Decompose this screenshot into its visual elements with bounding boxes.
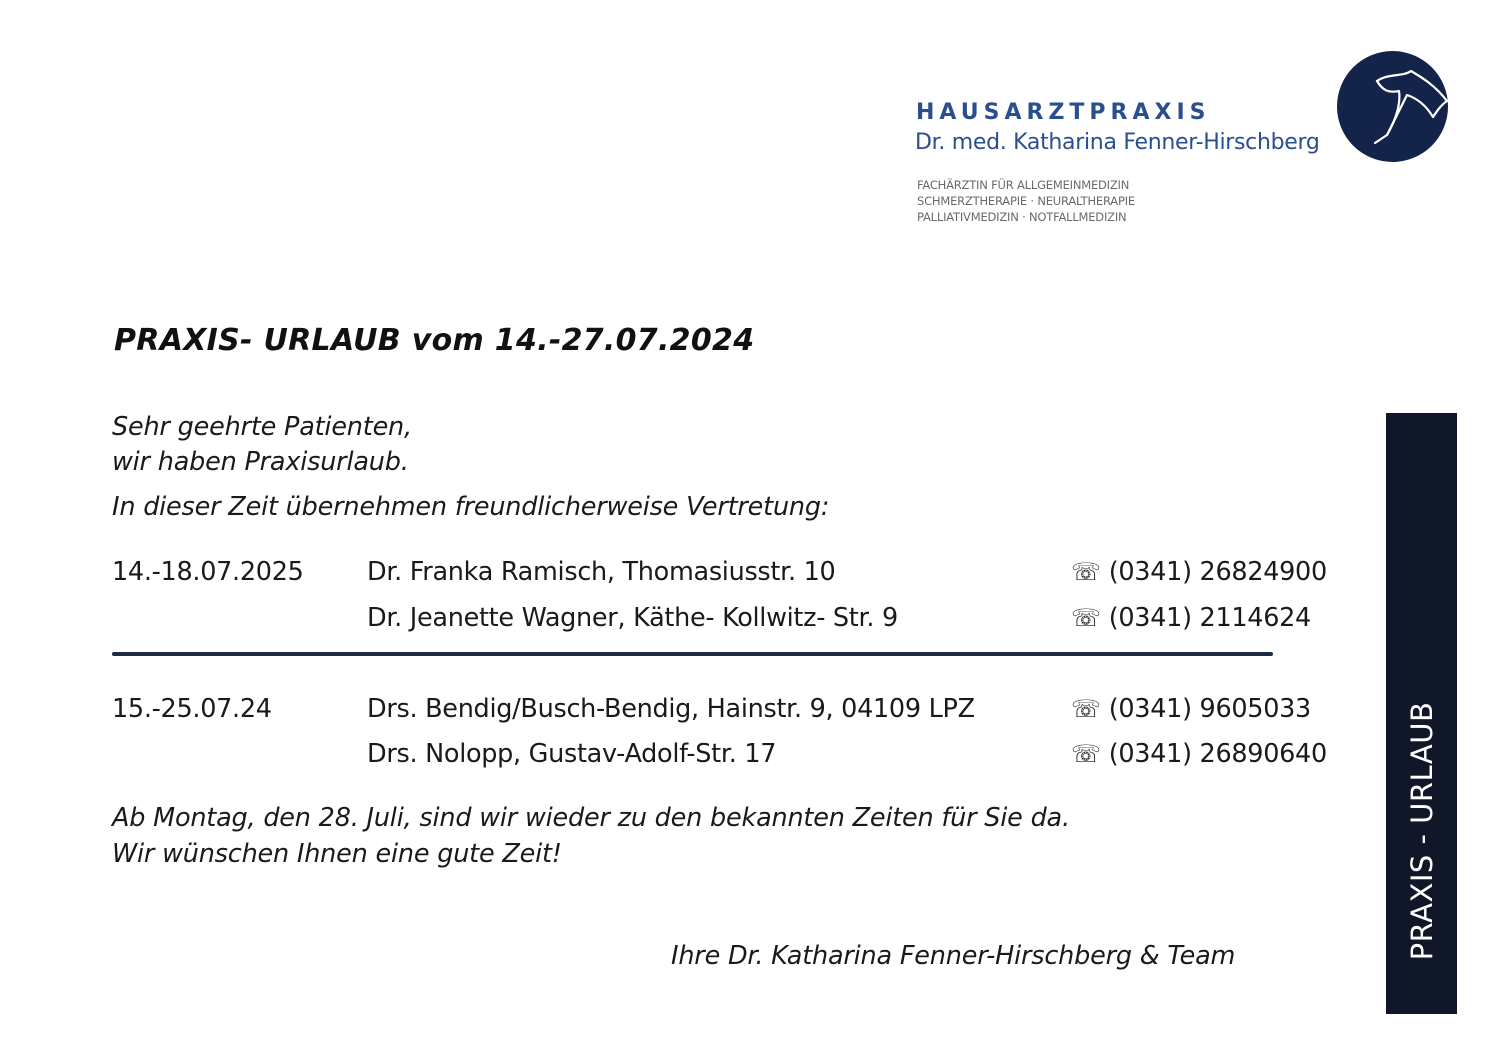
- specialty-line-2: SCHMERZTHERAPIE · NEURALTHERAPIE: [917, 194, 1135, 208]
- intro-substitution: In dieser Zeit übernehmen freundlicherweise Vertretung:: [112, 492, 830, 522]
- specialty-line-3: PALLIATIVMEDIZIN · NOTFALLMEDIZIN: [917, 210, 1127, 224]
- phone-number: [1071, 603, 1311, 633]
- phone-icon: ☏: [1071, 695, 1101, 723]
- phone-icon: ☏: [1071, 740, 1101, 768]
- phone-value: (0341) 2114624: [1108, 603, 1311, 633]
- phone-number: [1071, 557, 1327, 587]
- specialty-line-1: FACHÄRZTIN FÜR ALLGEMEINMEDIZIN: [917, 178, 1130, 192]
- phone-number: [1071, 694, 1311, 724]
- phone-value: (0341) 26890640: [1108, 739, 1327, 769]
- page-title: PRAXIS- URLAUB vom 14.-27.07.2024: [114, 323, 755, 358]
- doctor-name: Dr. med. Katharina Fenner-Hirschberg: [915, 130, 1320, 155]
- closing-wishes: Wir wünschen Ihnen eine gute Zeit!: [112, 839, 562, 869]
- substitute-doctor: Drs. Bendig/Busch-Bendig, Hainstr. 9, 04109 LPZ: [367, 694, 975, 724]
- substitute-doctor: Dr. Franka Ramisch, Thomasiusstr. 10: [367, 557, 836, 587]
- practice-logo: [1337, 51, 1448, 162]
- substitute-doctor: Dr. Jeanette Wagner, Käthe- Kollwitz- Str. 9: [367, 603, 898, 633]
- phone-value: (0341) 9605033: [1108, 694, 1311, 724]
- practice-name: HAUSARZTPRAXIS: [916, 100, 1211, 125]
- date-range-2: 15.-25.07.24: [112, 694, 272, 724]
- signature: Ihre Dr. Katharina Fenner-Hirschberg & Team: [671, 941, 1236, 971]
- intro-vacation: wir haben Praxisurlaub.: [112, 447, 409, 477]
- ginkgo-leaf-icon: [1337, 51, 1448, 162]
- date-range-1: 14.-18.07.2025: [112, 557, 304, 587]
- substitute-doctor: Drs. Nolopp, Gustav-Adolf-Str. 17: [367, 739, 777, 769]
- phone-icon: ☏: [1071, 604, 1101, 632]
- intro-greeting: Sehr geehrte Patienten,: [112, 412, 412, 442]
- phone-value: (0341) 26824900: [1108, 557, 1327, 587]
- phone-icon: ☏: [1071, 558, 1101, 586]
- section-divider: [112, 652, 1273, 656]
- closing-reopen: Ab Montag, den 28. Juli, sind wir wieder zu den bekannten Zeiten für Sie da.: [112, 803, 1070, 833]
- side-banner-label: PRAXIS - URLAUB: [1404, 701, 1439, 961]
- phone-number: [1071, 739, 1327, 769]
- side-banner: [1386, 413, 1457, 1014]
